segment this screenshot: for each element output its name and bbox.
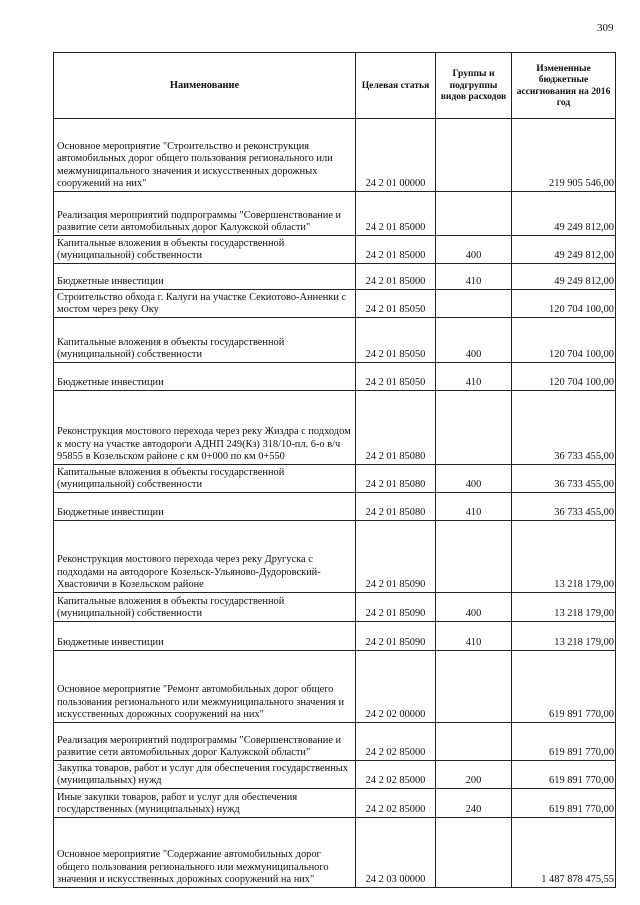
row-name: Бюджетные инвестиции (54, 493, 356, 521)
row-group-code (436, 290, 512, 318)
row-amount: 36 733 455,00 (512, 493, 616, 521)
row-name: Бюджетные инвестиции (54, 622, 356, 651)
header-target: Целевая статья (356, 53, 436, 119)
row-name: Капитальные вложения в объекты государственной (муниципальной) собственности (54, 593, 356, 622)
row-amount: 36 733 455,00 (512, 391, 616, 465)
row-group-code (436, 391, 512, 465)
row-target-code: 24 2 02 85000 (356, 789, 436, 818)
header-groups: Группы и подгруппы видов расходов (436, 53, 512, 119)
row-group-code: 410 (436, 264, 512, 290)
header-amount: Измененные бюджетные ассигнования на 2016 год (512, 53, 616, 119)
table-row (54, 818, 616, 888)
row-target-code: 24 2 01 85090 (356, 622, 436, 651)
row-group-code (436, 651, 512, 723)
table-row (54, 465, 616, 493)
table-row (54, 651, 616, 723)
row-name: Реализация мероприятий подпрограммы "Совершенствование и развитие сети автомобильных дорог Калужской области" (54, 723, 356, 761)
header-name: Наименование (54, 53, 356, 119)
row-amount: 619 891 770,00 (512, 789, 616, 818)
table-row (54, 493, 616, 521)
table-row (54, 761, 616, 789)
row-group-code: 240 (436, 789, 512, 818)
row-target-code: 24 2 02 85000 (356, 723, 436, 761)
row-amount: 49 249 812,00 (512, 264, 616, 290)
row-amount: 13 218 179,00 (512, 622, 616, 651)
row-name: Капитальные вложения в объекты государственной (муниципальной) собственности (54, 465, 356, 493)
row-target-code: 24 2 01 85050 (356, 318, 436, 363)
row-group-code (436, 192, 512, 236)
row-name: Закупка товаров, работ и услуг для обеспечения государственных (муниципальных) нужд (54, 761, 356, 789)
row-group-code: 200 (436, 761, 512, 789)
row-group-code: 400 (436, 236, 512, 264)
table-row (54, 391, 616, 465)
page-number: 309 (597, 22, 614, 34)
table-row (54, 723, 616, 761)
row-group-code: 410 (436, 493, 512, 521)
row-name: Бюджетные инвестиции (54, 264, 356, 290)
table-row (54, 290, 616, 318)
row-target-code: 24 2 02 00000 (356, 651, 436, 723)
header-row (54, 53, 616, 119)
row-amount: 619 891 770,00 (512, 723, 616, 761)
row-amount: 1 487 878 475,55 (512, 818, 616, 888)
row-amount: 619 891 770,00 (512, 761, 616, 789)
table-row (54, 264, 616, 290)
table-row (54, 789, 616, 818)
row-target-code: 24 2 01 85000 (356, 236, 436, 264)
row-amount: 120 704 100,00 (512, 290, 616, 318)
row-name: Реконструкция мостового перехода через реку Другуска с подходами на автодороге Козельск-Ульяново-Дудоровский-Хвастовичи в Козельском районе (54, 521, 356, 593)
row-name: Капитальные вложения в объекты государственной (муниципальной) собственности (54, 236, 356, 264)
row-target-code: 24 2 01 85090 (356, 593, 436, 622)
row-amount: 49 249 812,00 (512, 192, 616, 236)
row-group-code: 410 (436, 622, 512, 651)
budget-table (53, 52, 616, 888)
row-group-code: 400 (436, 593, 512, 622)
row-name: Реализация мероприятий подпрограммы "Совершенствование и развитие сети автомобильных дорог Калужской области" (54, 192, 356, 236)
row-name: Строительство обхода г. Калуги на участке Секиотово-Анненки с мостом через реку Оку (54, 290, 356, 318)
row-group-code (436, 723, 512, 761)
row-amount: 120 704 100,00 (512, 363, 616, 391)
row-amount: 219 905 546,00 (512, 119, 616, 192)
row-name: Бюджетные инвестиции (54, 363, 356, 391)
table-row (54, 593, 616, 622)
table-row (54, 318, 616, 363)
row-group-code (436, 119, 512, 192)
row-target-code: 24 2 01 00000 (356, 119, 436, 192)
row-amount: 619 891 770,00 (512, 651, 616, 723)
row-name: Иные закупки товаров, работ и услуг для обеспечения государственных (муниципальных) нужд (54, 789, 356, 818)
row-target-code: 24 2 01 85000 (356, 192, 436, 236)
row-target-code: 24 2 01 85090 (356, 521, 436, 593)
row-group-code (436, 521, 512, 593)
row-name: Основное мероприятие "Строительство и реконструкция автомобильных дорог общего пользования регионального или межмуниципального значения и искусственных дорожных сооружений на них" (54, 119, 356, 192)
row-name: Реконструкция мостового перехода через реку Жиздра с подходом к мосту на участке автодороги АДНП 249(Кз) 318/10-пл. 6-о в/ч 95855 в Козельском районе с км 0+000 по км 0+550 (54, 391, 356, 465)
row-amount: 49 249 812,00 (512, 236, 616, 264)
row-target-code: 24 2 03 00000 (356, 818, 436, 888)
table-row (54, 192, 616, 236)
table-row (54, 622, 616, 651)
table-row (54, 119, 616, 192)
row-group-code: 400 (436, 318, 512, 363)
row-target-code: 24 2 01 85050 (356, 290, 436, 318)
row-name: Основное мероприятие "Содержание автомобильных дорог общего пользования регионального или межмуниципального значения и искусственных дорожных сооружений на них" (54, 818, 356, 888)
row-target-code: 24 2 02 85000 (356, 761, 436, 789)
row-group-code (436, 818, 512, 888)
row-amount: 36 733 455,00 (512, 465, 616, 493)
table-row (54, 363, 616, 391)
row-target-code: 24 2 01 85080 (356, 493, 436, 521)
row-name: Основное мероприятие "Ремонт автомобильных дорог общего пользования регионального или межмуниципального значения и искусственных дорожных сооружений на них" (54, 651, 356, 723)
row-amount: 13 218 179,00 (512, 593, 616, 622)
table-row (54, 236, 616, 264)
row-target-code: 24 2 01 85050 (356, 363, 436, 391)
row-target-code: 24 2 01 85080 (356, 391, 436, 465)
table-row (54, 521, 616, 593)
table-body (54, 119, 616, 888)
row-name: Капитальные вложения в объекты государственной (муниципальной) собственности (54, 318, 356, 363)
row-amount: 120 704 100,00 (512, 318, 616, 363)
row-group-code: 410 (436, 363, 512, 391)
row-group-code: 400 (436, 465, 512, 493)
row-target-code: 24 2 01 85080 (356, 465, 436, 493)
row-target-code: 24 2 01 85000 (356, 264, 436, 290)
row-amount: 13 218 179,00 (512, 521, 616, 593)
